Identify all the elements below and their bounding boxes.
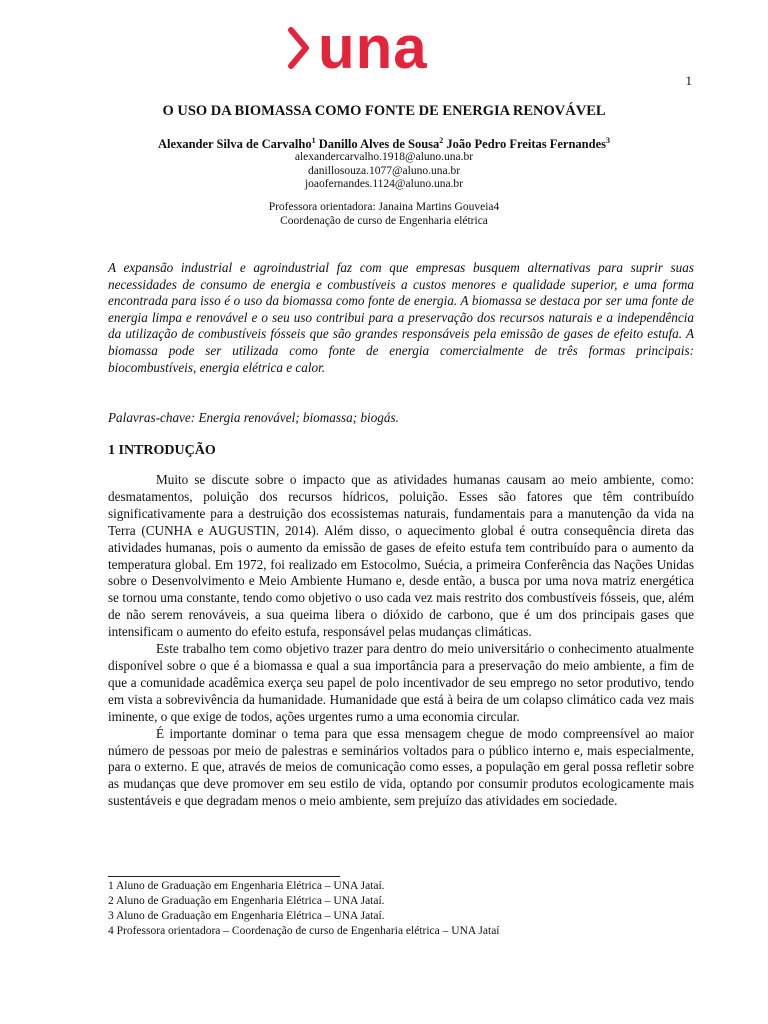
section-heading: 1 INTRODUÇÃO: [108, 443, 216, 458]
footnote: 4 Professora orientadora – Coordenação de curso de Engenharia elétrica – UNA Jataí: [108, 925, 500, 937]
section-body: [108, 472, 694, 810]
advisor-department: Coordenação de curso de Engenharia elétrica: [280, 214, 488, 227]
paper-title: O USO DA BIOMASSA COMO FONTE DE ENERGIA RENOVÁVEL: [162, 103, 606, 119]
footnote: 1 Aluno de Graduação em Engenharia Elétrica – UNA Jataí.: [108, 880, 385, 892]
author-footnote-mark: 1: [311, 136, 316, 145]
author-email: joaofernandes.1124@aluno.una.br: [304, 178, 464, 190]
footnotes: [108, 879, 500, 939]
body-paragraph: É importante dominar o tema para que essa mensagem chegue de modo compreensível ao maior número de pessoas por meio de palestras e seminários voltados para o público interno e, mais especialmente, para o externo. E que, através de meios de comunicação como esses, a população em geral possa refletir sobre as mudanças que deve promover em seu estilo de vida, optando por consumir produtos ecologicamente mais sustentáveis e que degradam menos o meio ambiente, sem prejuízo das atividades em sociedade.: [108, 725, 694, 809]
chevron-logo-icon: [286, 26, 312, 70]
author-name: Alexander Silva de Carvalho: [158, 137, 312, 152]
advisor-block: [0, 201, 768, 228]
una-logo: [286, 14, 428, 81]
author-list: [0, 136, 768, 152]
keywords: Palavras-chave: Energia renovável; biomassa; biogás.: [108, 410, 399, 425]
page-number: 1: [685, 73, 692, 88]
author-footnote-mark: 2: [439, 136, 444, 145]
author-name: João Pedro Freitas Fernandes: [446, 137, 606, 152]
footnote: 3 Aluno de Graduação em Engenharia Elétrica – UNA Jataí.: [108, 910, 385, 922]
author-footnote-mark: 3: [605, 136, 610, 145]
author-email: alexandercarvalho.1918@aluno.una.br: [294, 151, 474, 163]
body-paragraph: Este trabalho tem como objetivo trazer para dentro do meio universitário o conhecimento atualmente disponível sobre o que é a biomassa e qual a sua importância para a preservação do meio ambiente, a fim de que a comunidade acadêmica exerça seu papel de polo incentivador de seu emprego no setor produtivo, tendo em vista a sobrevivência da humanidade. Humanidade que está à beira de um colapso climático cada vez mais iminente, o que exige de todos, ações urgentes rumo a uma economia circular.: [108, 641, 694, 724]
author-name: Danillo Alves de Sousa: [318, 137, 440, 152]
advisor-name: Professora orientadora: Janaina Martins Gouveia4: [268, 201, 500, 213]
author-emails: [0, 151, 768, 192]
abstract: A expansão industrial e agroindustrial faz com que empresas busquem alternativas para suprir suas necessidades de consumo de energia e combustíveis a custos menores e qualidade superior, e uma forma encontrada para isso é o uso da biomassa como fonte de energia. A biomassa se destaca por ser uma fonte de energia limpa e renovável e o seu uso contribui para a preservação dos recursos naturais e a independência da utilização de combustíveis fósseis que são grandes responsáveis pela emissão de gases de efeito estufa. A biomassa pode ser utilizada como fonte de energia comercialmente de três formas principais: biocombustíveis, energia elétrica e calor.: [108, 260, 694, 375]
footnote-divider: [108, 876, 340, 877]
author-email: danillosouza.1077@aluno.una.br: [307, 164, 461, 177]
brand-wordmark: una: [318, 14, 428, 81]
body-paragraph: Muito se discute sobre o impacto que as atividades humanas causam ao meio ambiente, como: desmatamentos, poluição dos recursos hídricos, poluição. Esses são fatores que têm contribuído significativamente para a destruição dos ecossistemas naturais, fundamentais para a manutenção da vida na Terra (CUNHA e AUGUSTIN, 2014). Além disso, o aquecimento global é outra consequência direta das atividades humanas, pois o aumento da emissão de gases de efeito estufa tem contribuído para o aumento da temperatura global. Em 1972, foi realizado em Estocolmo, Suécia, a primeira Conferência das Nações Unidas sobre o Desenvolvimento e Meio Ambiente Humano e, desde então, a busca por uma nova matriz energética se tornou uma constante, tendo como objetivo o uso cada vez mais restrito dos combustíveis fósseis, que, além de não serem renováveis, a sua queima libera o dióxido de carbono, que é um dos principais gases que intensificam o aumento do efeito estufa, responsável pelas mudanças climáticas.: [108, 472, 694, 640]
footnote: 2 Aluno de Graduação em Engenharia Elétrica – UNA Jataí.: [108, 895, 385, 907]
